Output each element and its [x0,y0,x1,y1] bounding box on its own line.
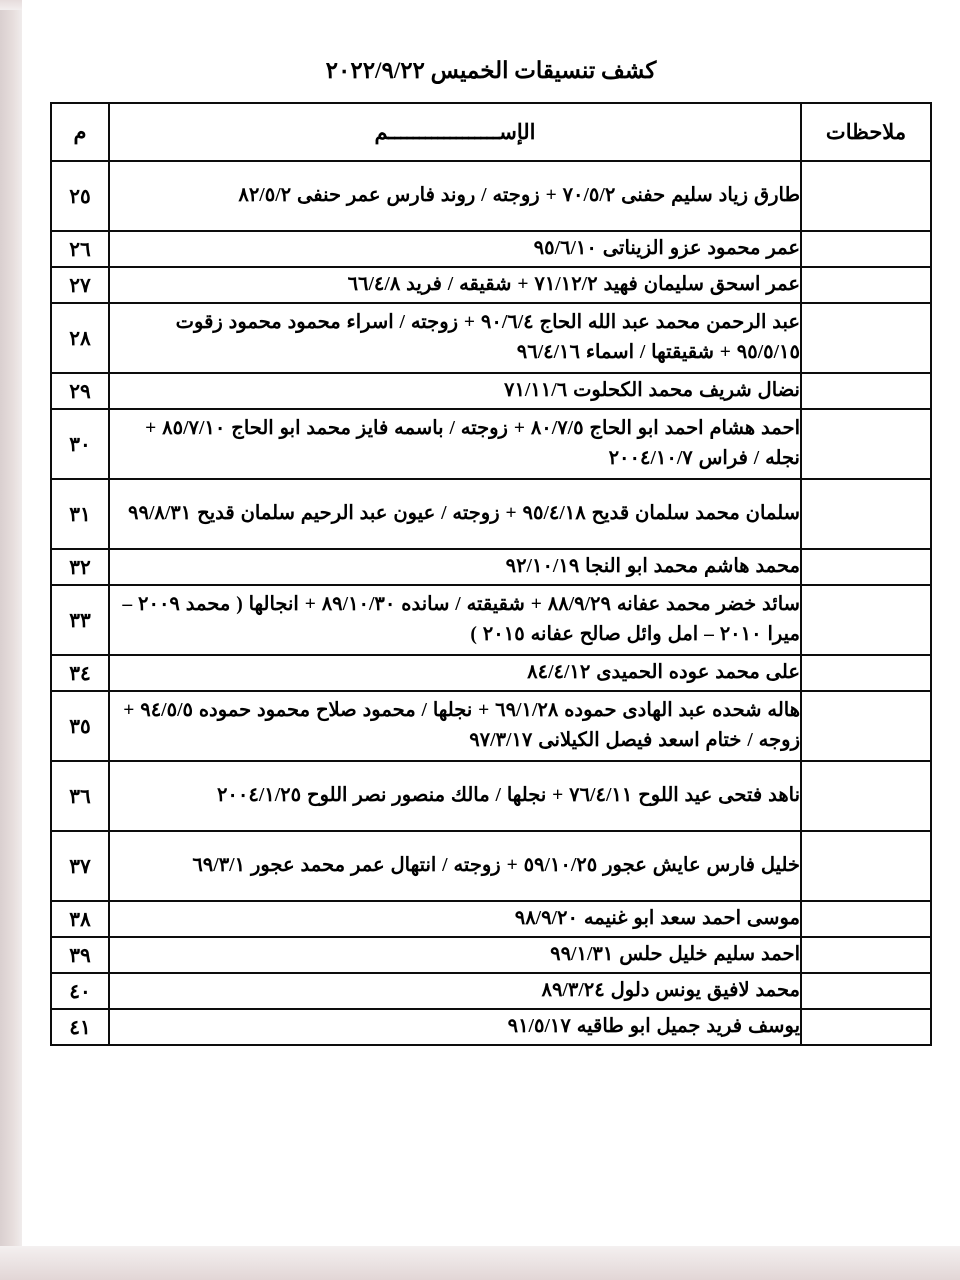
table-row [51,973,931,1009]
cell-index: ٢٩ [51,373,109,409]
column-header-notes: ملاحظات [801,103,931,161]
table-row [51,409,931,479]
cell-index: ٢٨ [51,303,109,373]
page-title: كشف تنسيقات الخميس ٢٠٢٢/٩/٢٢ [325,58,657,83]
cell-index: ٤١ [51,1009,109,1045]
cell-name: خليل فارس عايش عجور ٥٩/١٠/٢٥ + زوجته / انتهال عمر محمد عجور ٦٩/٣/١ [109,831,801,901]
cell-index: ٣٠ [51,409,109,479]
cell-index: ٣٨ [51,901,109,937]
table-row [51,1009,931,1045]
table-row [51,303,931,373]
column-header-index: م [51,103,109,161]
table-row [51,161,931,231]
cell-name: موسى احمد سعد ابو غنيمه ٩٨/٩/٢٠ [109,901,801,937]
cell-notes [801,373,931,409]
column-header-name-label: الإســــــــــــــــــم [374,119,536,144]
cell-notes [801,691,931,761]
column-header-name [109,103,801,161]
cell-name: احمد سليم خليل حلس ٩٩/١/٣١ [109,937,801,973]
cell-name: سلمان محمد سلمان قديح ٩٥/٤/١٨ + زوجته / عيون عبد الرحيم سلمان قديح ٩٩/٨/٣١ [109,479,801,549]
table-row [51,549,931,585]
table-row [51,761,931,831]
cell-notes [801,303,931,373]
coordination-table [50,102,932,1046]
cell-index: ٢٦ [51,231,109,267]
table-row [51,479,931,549]
cell-index: ٣٢ [51,549,109,585]
cell-notes [801,1009,931,1045]
cell-name: طارق زياد سليم حفنى ٧٠/٥/٢ + زوجته / روند فارس عمر حنفى ٨٢/٥/٢ [109,161,801,231]
cell-index: ٤٠ [51,973,109,1009]
cell-notes [801,267,931,303]
table-row [51,267,931,303]
cell-name: احمد هشام احمد ابو الحاج ٨٠/٧/٥ + زوجته / باسمه فايز محمد ابو الحاج ٨٥/٧/١٠ + نجله / فراس ٢٠٠٤/١٠/٧ [109,409,801,479]
cell-index: ٣١ [51,479,109,549]
cell-notes [801,231,931,267]
cell-name: ناهد فتحى عيد اللوح ٧٦/٤/١١ + نجلها / مالك منصور نصر اللوح ٢٠٠٤/١/٢٥ [109,761,801,831]
cell-name: نضال شريف محمد الكحلوت ٧١/١١/٦ [109,373,801,409]
table-body [51,161,931,1045]
cell-index: ٣٦ [51,761,109,831]
table-header-row [51,103,931,161]
cell-index: ٢٥ [51,161,109,231]
cell-notes [801,549,931,585]
cell-name: عبد الرحمن محمد عبد الله الحاج ٩٠/٦/٤ + زوجته / اسراء محمود محمود زقوت ٩٥/٥/١٥ + شقيقتها / اسماء ٩٦/٤/١٦ [109,303,801,373]
cell-name: محمد لافيق يونس دلول ٨٩/٣/٢٤ [109,973,801,1009]
table-row [51,901,931,937]
cell-notes [801,655,931,691]
cell-index: ٣٤ [51,655,109,691]
cell-notes [801,973,931,1009]
cell-notes [801,761,931,831]
table-row [51,831,931,901]
cell-name: عمر محمود عزو الزيناتى ٩٥/٦/١٠ [109,231,801,267]
page-edge-bottom [0,1246,960,1280]
cell-index: ٢٧ [51,267,109,303]
cell-notes [801,409,931,479]
cell-notes [801,585,931,655]
cell-name: سائد خضر محمد عفانه ٨٨/٩/٢٩ + شقيقته / سانده ٨٩/١٠/٣٠ + انجالها ( محمد ٢٠٠٩ – ميرا ٢٠١٠ – امل وائل صالح عفانه ٢٠١٥ ) [109,585,801,655]
cell-notes [801,831,931,901]
cell-name: عمر اسحق سليمان فهيد ٧١/١٢/٢ + شقيقه / فريد ٦٦/٤/٨ [109,267,801,303]
table-row [51,231,931,267]
cell-name: يوسف فريد جميل ابو طاقيه ٩١/٥/١٧ [109,1009,801,1045]
cell-notes [801,479,931,549]
cell-name: هاله شحده عبد الهادى حموده ٦٩/١/٢٨ + نجلها / محمود صلاح محمود حموده ٩٤/٥/٥ + زوجه / ختام اسعد فيصل الكيلانى ٩٧/٣/١٧ [109,691,801,761]
cell-index: ٣٩ [51,937,109,973]
cell-notes [801,901,931,937]
table-row [51,937,931,973]
cell-name: على محمد عوده الحميدى ٨٤/٤/١٢ [109,655,801,691]
cell-notes [801,161,931,231]
table-row [51,585,931,655]
cell-index: ٣٣ [51,585,109,655]
page-edge-left [0,0,22,1280]
cell-name: محمد هاشم محمد ابو النجا ٩٢/١٠/١٩ [109,549,801,585]
table-row [51,655,931,691]
table-header [51,103,931,161]
table-row [51,691,931,761]
cell-index: ٣٧ [51,831,109,901]
table-row [51,373,931,409]
cell-index: ٣٥ [51,691,109,761]
cell-notes [801,937,931,973]
document-sheet [22,0,960,1246]
